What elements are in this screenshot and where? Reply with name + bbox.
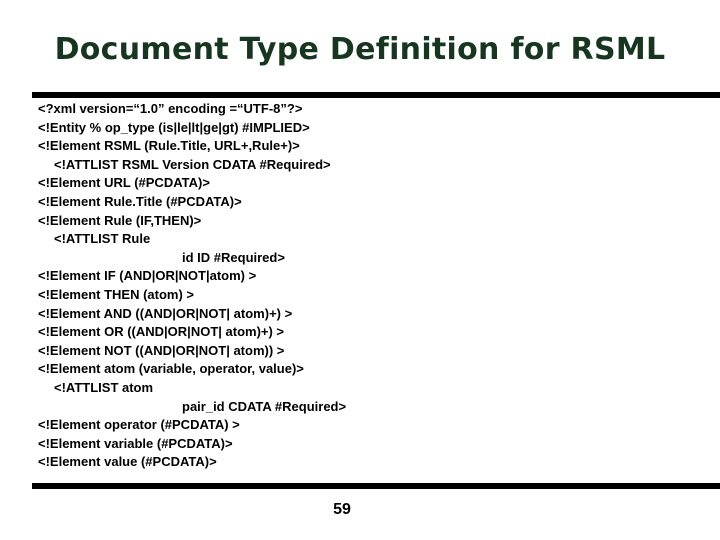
bottom-divider [32, 483, 720, 489]
dtd-line: <!Element RSML (Rule.Title, URL+,Rule+)> [38, 138, 300, 154]
dtd-line: <!Element Rule.Title (#PCDATA)> [38, 193, 242, 209]
dtd-line: <!Element operator (#PCDATA) > [38, 417, 240, 433]
slide-title: Document Type Definition for RSML [54, 32, 666, 67]
dtd-line: <!Element AND ((AND|OR|NOT| atom)+) > [38, 305, 293, 321]
dtd-line: <!Element IF (AND|OR|NOT|atom) > [38, 268, 257, 284]
dtd-code-listing [38, 100, 346, 472]
top-divider [32, 92, 720, 98]
dtd-line: <!Element NOT ((AND|OR|NOT| atom)) > [38, 342, 285, 358]
page-number: 59 [333, 501, 351, 518]
dtd-line: <!Element OR ((AND|OR|NOT| atom)+) > [38, 324, 285, 340]
dtd-line: <!Element URL (#PCDATA)> [38, 175, 210, 191]
dtd-line: <?xml version=“1.0” encoding =“UTF-8”?> [38, 101, 303, 116]
dtd-line: <!ATTLIST Rule [54, 231, 151, 247]
dtd-line: id ID #Required> [182, 249, 285, 265]
dtd-line: <!ATTLIST RSML Version CDATA #Required> [54, 156, 331, 172]
dtd-line: <!Element THEN (atom) > [38, 286, 195, 302]
dtd-line: <!Element atom (variable, operator, value)> [38, 361, 304, 377]
dtd-line: <!ATTLIST atom [54, 379, 154, 395]
dtd-line: <!Element value (#PCDATA)> [38, 454, 217, 470]
dtd-line: <!Element Rule (IF,THEN)> [38, 212, 202, 228]
dtd-line: pair_id CDATA #Required> [182, 398, 347, 414]
dtd-line: <!Entity % op_type (is|le|lt|ge|gt) #IMPLIED> [38, 119, 310, 135]
dtd-line: <!Element variable (#PCDATA)> [38, 435, 233, 451]
